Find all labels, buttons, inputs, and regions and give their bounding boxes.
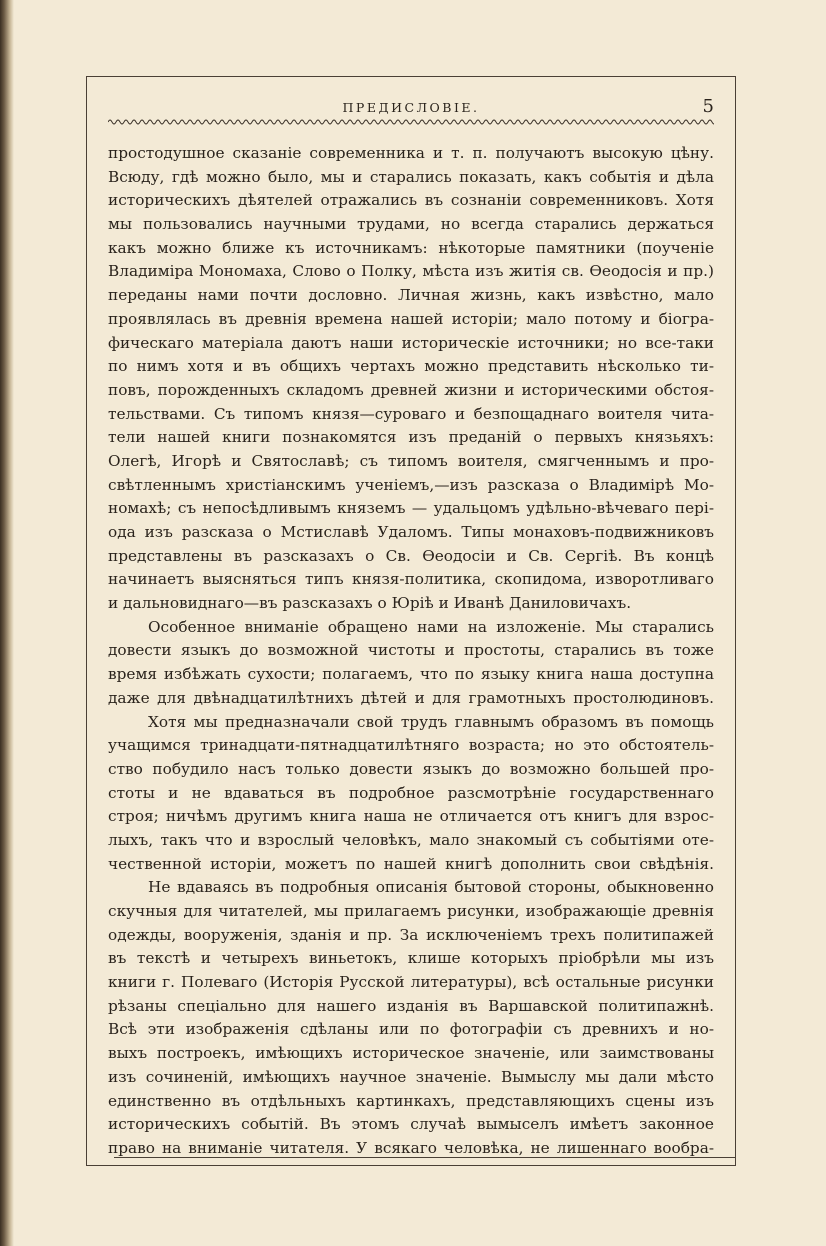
text-line: начинаетъ выясняться типъ князя-политика, скопидома, изворотливаго xyxy=(108,570,714,589)
text-line: проявлялась въ древнія времена нашей исторіи; мало потому и біогра- xyxy=(108,309,714,328)
text-line: выхъ построекъ, имѣющихъ историческое значеніе, или заимствованы xyxy=(108,1044,714,1063)
page-binding-edge xyxy=(0,0,14,1246)
text-line: свѣтленнымъ христіанскимъ ученіемъ,—изъ разсказа о Владимірѣ Мо- xyxy=(108,475,714,494)
text-line: чественной исторіи, можетъ по нашей книгѣ дополнить свои свѣдѣнія. xyxy=(108,854,714,873)
page-number: 5 xyxy=(702,96,714,117)
page-header xyxy=(108,96,714,126)
text-line: ода изъ разсказа о Мстиславѣ Удаломъ. Типы монаховъ-подвижниковъ xyxy=(108,523,714,541)
text-line: даже для двѣнадцатилѣтнихъ дѣтей и для грамотныхъ простолюдиновъ. xyxy=(108,688,714,707)
text-line: и дальновиднаго—въ разсказахъ о Юріѣ и Иванѣ Даниловичахъ. xyxy=(108,594,632,613)
text-line: строя; ничѣмъ другимъ книга наша не отличается отъ книгъ для взрос- xyxy=(108,807,714,826)
text-line: довести языкъ до возможной чистоты и простоты, старались въ тоже xyxy=(108,641,714,660)
body-text xyxy=(108,142,714,1161)
text-line: время избѣжать сухости; полагаемъ, что по языку книга наша доступна xyxy=(108,665,714,684)
text-line: Всѣ эти изображенія сдѣланы или по фотографіи съ древнихъ и но- xyxy=(108,1020,714,1039)
wavy-ornament-rule xyxy=(108,118,714,126)
text-line: учащимся тринадцати-пятнадцатилѣтняго возраста; но это обстоятель- xyxy=(108,736,714,755)
text-line: какъ можно ближе къ источникамъ: нѣкоторые памятники (поученіе xyxy=(108,238,714,257)
text-line: представлены въ разсказахъ о Св. Ѳеодосіи и Св. Сергіѣ. Въ концѣ xyxy=(108,546,714,565)
text-line: скучныя для читателей, мы прилагаемъ рисунки, изображающіе древнія xyxy=(108,902,714,920)
text-line: одежды, вооруженія, зданія и пр. За исключеніемъ трехъ политипажей xyxy=(108,925,714,944)
text-line: Владиміра Мономаха, Слово о Полку, мѣста изъ житія св. Ѳеодосія и пр.) xyxy=(108,262,714,281)
paragraph-start-line: Не вдаваясь въ подробныя описанія бытовой стороны, обыкновенно xyxy=(148,878,714,897)
text-line: переданы нами почти дословно. Личная жизнь, какъ извѣстно, мало xyxy=(108,286,714,305)
paragraph-start-line: Хотя мы предназначали свой трудъ главнымъ образомъ въ помощь xyxy=(148,712,714,731)
text-line: Олегѣ, Игорѣ и Святославѣ; съ типомъ воителя, смягченнымъ и про- xyxy=(108,451,714,470)
text-line: стоты и не вдаваться въ подробное разсмотрѣніе государственнаго xyxy=(108,783,714,802)
text-line: книги г. Полеваго (Исторія Русской литературы), всѣ остальные рисунки xyxy=(108,973,714,992)
text-line: Всюду, гдѣ можно было, мы и старались показать, какъ событія и дѣла xyxy=(108,167,714,186)
text-line: единственно въ отдѣльныхъ картинкахъ, представляющихъ сцены изъ xyxy=(108,1091,714,1110)
text-line: историческихъ событій. Въ этомъ случаѣ вымыселъ имѣетъ законное xyxy=(108,1115,714,1134)
text-line: фическаго матеріала даютъ наши историческіе источники; но все-таки xyxy=(108,333,714,352)
text-line: лыхъ, такъ что и взрослый человѣкъ, мало знакомый съ событіями оте- xyxy=(108,830,714,849)
text-line: простодушное сказаніе современника и т. п. получаютъ высокую цѣну. xyxy=(108,144,714,162)
text-line: рѣзаны спеціально для нашего изданія въ Варшавской политипажнѣ. xyxy=(108,996,714,1015)
text-line: номахѣ; съ непосѣдливымъ княземъ — удальцомъ удѣльно-вѣчеваго пері- xyxy=(108,499,714,518)
text-line: изъ сочиненій, имѣющихъ научное значеніе. Вымыслу мы дали мѣсто xyxy=(108,1067,714,1086)
text-line: по нимъ хотя и въ общихъ чертахъ можно представить нѣсколько ти- xyxy=(108,357,714,376)
text-line: тели нашей книги познакомятся изъ преданій о первыхъ князьяхъ: xyxy=(108,428,714,447)
text-line: повъ, порожденныхъ складомъ древней жизни и историческими обстоя- xyxy=(108,380,714,399)
text-line: тельствами. Съ типомъ князя—суроваго и безпощаднаго воителя чита- xyxy=(108,404,714,423)
running-title: ПРЕДИСЛОВІЕ. xyxy=(342,100,480,115)
text-line: мы пользовались научными трудами, но всегда старались держаться xyxy=(108,215,714,234)
text-line: въ текстѣ и четырехъ виньетокъ, клише которыхъ пріобрѣли мы изъ xyxy=(108,949,714,968)
text-line: ство побудило насъ только довести языкъ до возможно большей про- xyxy=(108,759,714,778)
text-line: историческихъ дѣятелей отражались въ сознаніи современниковъ. Хотя xyxy=(108,191,714,210)
paragraph-start-line: Особенное вниманіе обращено нами на изложеніе. Мы старались xyxy=(148,617,714,636)
text-line: право на вниманіе читателя. У всякаго человѣка, не лишеннаго вообра- xyxy=(108,1138,714,1157)
